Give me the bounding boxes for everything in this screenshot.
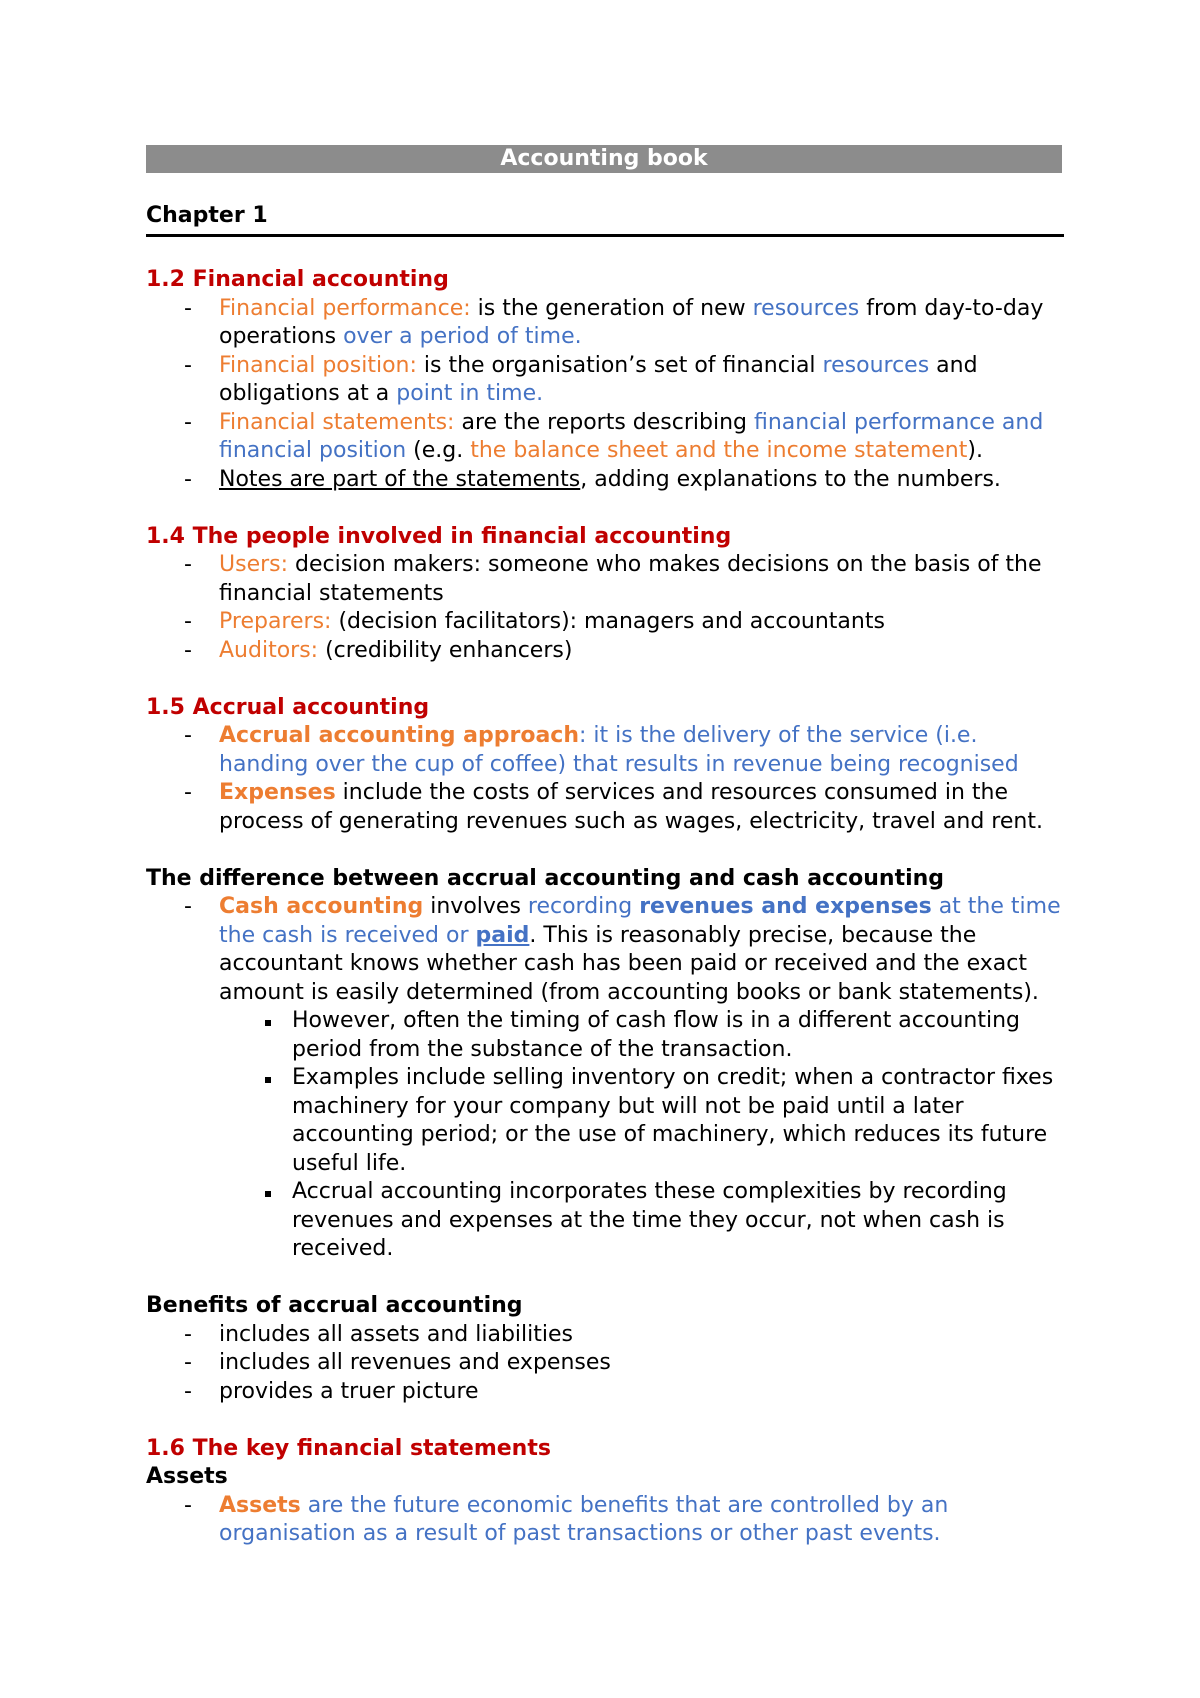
- list-benefits: [146, 1321, 1062, 1407]
- sub-list-item: Accrual accounting incorporates these complexities by recording revenues and expenses at the time they occur, not when cash is received.: [219, 1178, 1062, 1264]
- list-1-5: [146, 722, 1062, 836]
- list-item: [146, 409, 1062, 466]
- section-heading-1-6: 1.6 The key financial statements: [146, 1435, 551, 1461]
- text-underlined: Notes are part of the statements: [219, 466, 581, 492]
- text: include the costs of services and resources consumed in the process of generating revenues such as wages, electricity, travel and rent.: [219, 780, 1043, 834]
- text: decision makers: someone who makes decisions on the basis of the financial statements: [219, 552, 1042, 606]
- term-users: Users:: [219, 552, 289, 577]
- sublist: [219, 1007, 1062, 1264]
- text: (e.g.: [406, 438, 471, 463]
- subheading-benefits: Benefits of accrual accounting: [146, 1293, 523, 1318]
- list-item: [146, 1492, 1062, 1549]
- term-financial-statements: Financial statements:: [219, 409, 455, 435]
- list-item: - includes all assets and liabilities: [146, 1321, 1062, 1350]
- list-item: [146, 295, 1062, 352]
- list-item: [146, 893, 1062, 1264]
- text: are the reports describing: [454, 409, 754, 435]
- term-financial-position: Financial position:: [219, 352, 417, 378]
- text-blue: resources: [822, 352, 930, 378]
- list-item: - includes all revenues and expenses: [146, 1349, 1062, 1378]
- section-heading-1-4: 1.4 The people involved in financial accounting: [146, 523, 732, 549]
- text-blue: recording: [527, 894, 640, 919]
- term-accrual-approach: Accrual accounting approach: [219, 723, 580, 748]
- text: (decision facilitators): managers and accountants: [331, 609, 885, 634]
- list-item: [146, 608, 1062, 637]
- document-title: Accounting book: [146, 145, 1062, 173]
- subheading-assets: Assets: [146, 1464, 228, 1489]
- list-1-6: [146, 1492, 1062, 1549]
- text: (credibility enhancers): [318, 637, 573, 663]
- term-expenses: Expenses: [219, 780, 336, 805]
- spacer: [146, 836, 1062, 865]
- text-blue: at the time the cash is received or: [219, 894, 1061, 948]
- text-blue: resources: [752, 295, 860, 321]
- text: . This is reasonably precise, because the accountant knows whether cash has been paid or received and the exact amount is easily determined (from accounting books or bank statements).: [219, 922, 1039, 1005]
- text: is the organisation’s set of financial: [416, 352, 823, 378]
- list-difference: [146, 893, 1062, 1264]
- list-item: [146, 779, 1062, 836]
- text-blue: over a period of time.: [343, 324, 582, 349]
- text: ).: [967, 438, 983, 463]
- text: and obligations at a: [219, 352, 978, 406]
- term-financial-performance: Financial performance:: [219, 295, 471, 321]
- document-body: [146, 266, 1062, 1549]
- text: , adding explanations to the numbers.: [580, 466, 1001, 492]
- spacer: [146, 494, 1062, 523]
- list-1-4: [146, 551, 1062, 665]
- spacer: [146, 1406, 1062, 1435]
- text-blue: : it is the delivery of the service (i.e. handing over the cup of coffee) that results in revenue being recognised: [219, 723, 1019, 777]
- section-heading-1-5: 1.5 Accrual accounting: [146, 694, 430, 720]
- sub-list-item: Examples include selling inventory on credit; when a contractor fixes machinery for your company but will not be paid until a later accounting period; or the use of machinery, which reduces its future useful life.: [219, 1064, 1062, 1178]
- list-1-2: [146, 295, 1062, 495]
- term-preparers: Preparers:: [219, 609, 332, 634]
- text-blue: are the future economic benefits that are controlled by an organisation as a result of past transactions or other past events.: [219, 1492, 949, 1546]
- spacer: [146, 1264, 1062, 1293]
- text-blue-bold: revenues and expenses: [639, 894, 932, 919]
- list-item: - provides a truer picture: [146, 1378, 1062, 1407]
- list-item: [146, 551, 1062, 608]
- section-heading-1-2: 1.2 Financial accounting: [146, 267, 449, 292]
- text: is the generation of new: [470, 295, 753, 321]
- chapter-heading: Chapter 1: [146, 202, 1064, 237]
- list-item: [146, 466, 1062, 495]
- list-item: [146, 352, 1062, 409]
- list-item: [146, 722, 1062, 779]
- text-orange: the balance sheet and the income statement: [470, 438, 968, 463]
- sub-list-item: However, often the timing of cash flow is in a different accounting period from the substance of the transaction.: [219, 1007, 1062, 1064]
- list-item: [146, 637, 1062, 666]
- term-auditors: Auditors:: [219, 637, 319, 663]
- text-blue-underlined: paid: [475, 922, 530, 948]
- subheading-difference: The difference between accrual accounting and cash accounting: [146, 865, 945, 891]
- term-cash-accounting: Cash accounting: [219, 894, 424, 919]
- spacer: [146, 665, 1062, 694]
- text: from day-to-day operations: [219, 295, 1044, 349]
- text-blue: point in time.: [396, 381, 544, 406]
- text: involves: [423, 894, 528, 919]
- term-assets: Assets: [219, 1492, 301, 1518]
- text-blue: financial performance and financial position: [219, 409, 1044, 463]
